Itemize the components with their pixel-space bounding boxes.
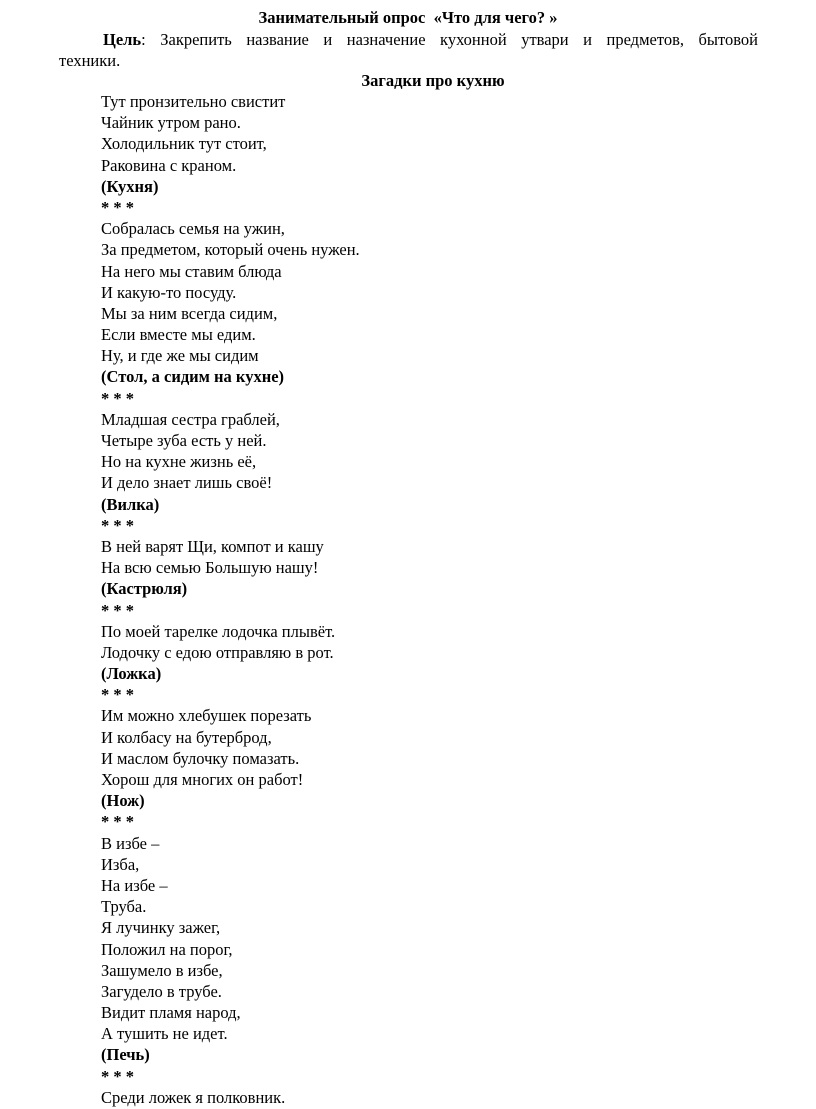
riddle-line: Раковина с краном. xyxy=(101,155,237,175)
riddle-answer: (Вилка) xyxy=(101,494,160,514)
riddle-line: За предметом, который очень нужен. xyxy=(101,240,360,260)
riddle-answer: (Печь) xyxy=(101,1045,150,1065)
riddle-answer: (Стол, а сидим на кухне) xyxy=(101,367,285,387)
riddle-line: Собралась семья на ужин, xyxy=(101,219,285,239)
goal-line-1 xyxy=(59,29,758,50)
goal-text-continued: техники. xyxy=(59,51,121,70)
riddle-line: А тушить не идет. xyxy=(101,1024,228,1044)
riddle-line: Тут пронзительно свистит xyxy=(101,92,286,111)
riddle-line: Я лучинку зажег, xyxy=(101,918,221,938)
riddle-line: Ну, и где же мы сидим xyxy=(101,346,259,366)
riddle-line: Зашумело в избе, xyxy=(101,960,223,980)
riddle-line: Четыре зуба есть у ней. xyxy=(101,431,267,450)
riddle-line: И маслом булочку помазать. xyxy=(101,748,300,768)
riddle-separator: * * * xyxy=(101,600,134,620)
riddle-line: Лодочку с едою отправляю в рот. xyxy=(101,642,334,662)
riddle-line: Положил на порог, xyxy=(101,939,233,959)
riddle-line: В избе – xyxy=(101,833,160,853)
riddle-line: И дело знает лишь своё! xyxy=(101,473,273,493)
riddle-line: На всю семью Большую нашу! xyxy=(101,558,319,578)
riddle-line: Загудело в трубе. xyxy=(101,981,222,1001)
riddle-line: Но на кухне жизнь её, xyxy=(101,452,257,472)
riddle-line: Им можно хлебушек порезать xyxy=(101,706,312,726)
riddle-line: Мы за ним всегда сидим, xyxy=(101,303,278,323)
riddle-line: По моей тарелке лодочка плывёт. xyxy=(101,621,336,641)
riddle-answer: (Нож) xyxy=(101,791,145,811)
riddle-answer: (Ложка) xyxy=(101,664,162,684)
riddle-line: Среди ложек я полковник. xyxy=(101,1087,286,1107)
riddle-separator: * * * xyxy=(101,1066,134,1086)
riddle-answer: (Кастрюля) xyxy=(101,579,188,599)
riddle-line: Хорош для многих он работ! xyxy=(101,770,304,789)
riddle-separator: * * * xyxy=(101,197,134,217)
riddle-separator: * * * xyxy=(101,812,134,832)
goal-text: : Закрепить название и назначение кухонной утвари и предметов, бытовой xyxy=(141,30,758,49)
goal-paragraph xyxy=(59,29,758,71)
riddle-line: Чайник утром рано. xyxy=(101,113,241,133)
riddle-answer: (Кухня) xyxy=(101,176,159,196)
riddle-line: Младшая сестра граблей, xyxy=(101,409,280,429)
riddle-line: Видит пламя народ, xyxy=(101,1003,241,1023)
section-title: Загадки про кухню xyxy=(361,71,505,90)
goal-label: Цель xyxy=(103,30,142,49)
riddle-line: Холодильник тут стоит, xyxy=(101,134,267,154)
document-title: Занимательный опрос «Что для чего? » xyxy=(258,8,558,27)
riddle-separator: * * * xyxy=(101,515,134,535)
riddles-body xyxy=(101,91,761,1108)
riddle-line: На избе – xyxy=(101,875,168,895)
riddle-line: Труба. xyxy=(101,897,147,917)
riddle-line: В ней варят Щи, компот и кашу xyxy=(101,536,324,556)
riddle-separator: * * * xyxy=(101,388,134,408)
riddle-line: И какую-то посуду. xyxy=(101,282,237,302)
riddle-line: Если вместе мы едим. xyxy=(101,325,256,345)
riddle-line: Изба, xyxy=(101,854,140,874)
riddle-separator: * * * xyxy=(101,685,134,705)
riddle-line: На него мы ставим блюда xyxy=(101,261,282,281)
riddle-line: И колбасу на бутерброд, xyxy=(101,727,272,747)
